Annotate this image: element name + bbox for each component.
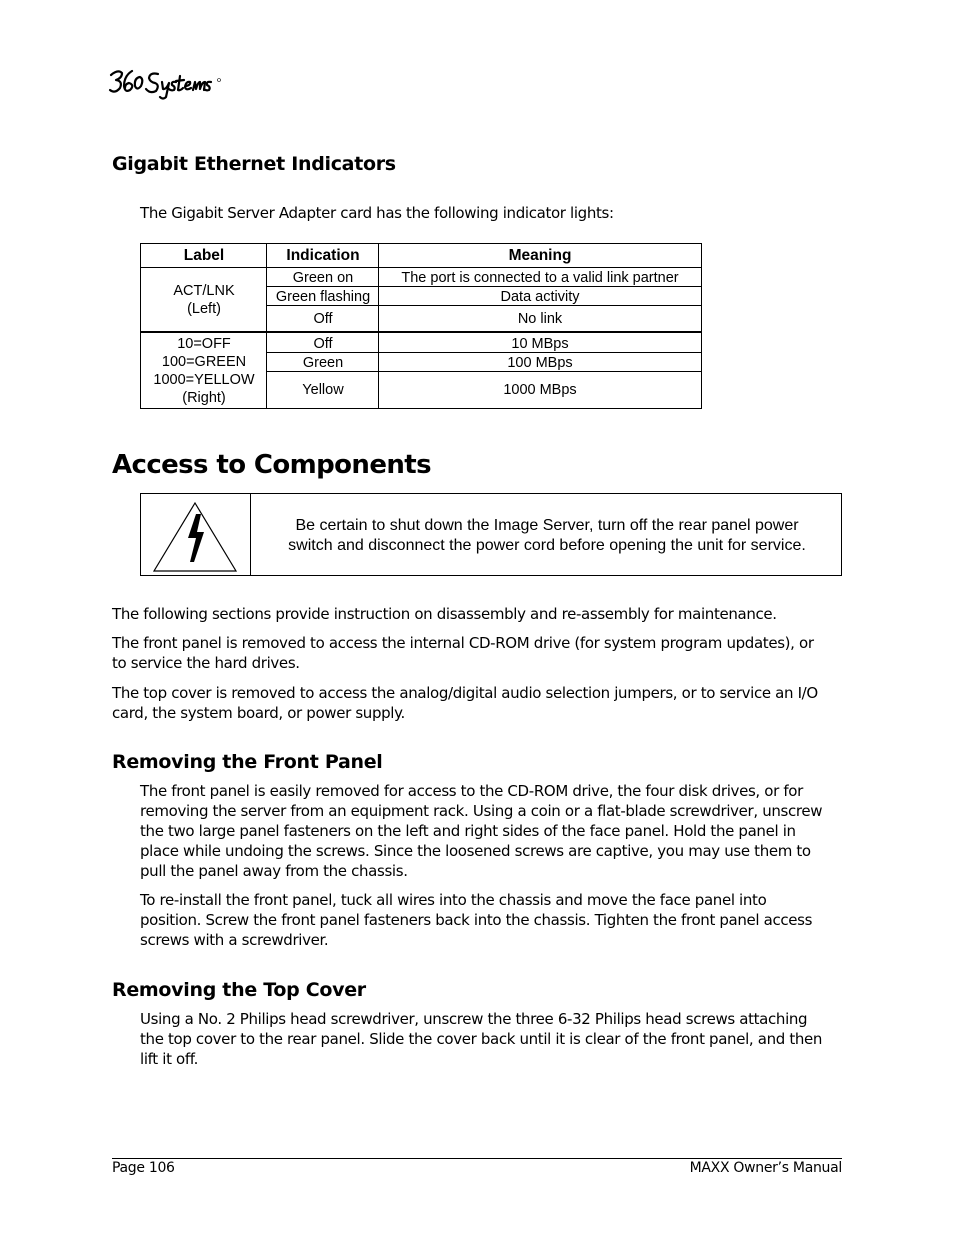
warning-line: switch and disconnect the power cord before opening the unit for service. xyxy=(288,536,806,554)
company-logo xyxy=(108,66,224,100)
access-paragraph-1: The following sections provide instruction on disassembly and re-assembly for maintenance. xyxy=(112,605,777,623)
paragraph-line: the two large panel fasteners on the left and right sides of the face panel. Hold the panel in xyxy=(140,822,796,840)
label-line: (Right) xyxy=(182,390,226,406)
table-divider xyxy=(266,371,701,372)
paragraph-line: To re-install the front panel, tuck all wires into the chassis and move the face panel into xyxy=(140,891,767,909)
table-cell-indication: Off xyxy=(313,335,333,352)
manual-title: MAXX Owner’s Manual xyxy=(689,1160,842,1176)
table-header-meaning: Meaning xyxy=(508,247,572,264)
footer-rule xyxy=(112,1158,842,1159)
table-divider xyxy=(266,352,701,353)
page-number: Page 106 xyxy=(112,1160,175,1176)
access-paragraph-3 xyxy=(112,683,818,723)
section-heading-indicators: Gigabit Ethernet Indicators xyxy=(112,153,396,175)
table-divider xyxy=(141,267,701,268)
table-group-label-left xyxy=(141,268,267,332)
paragraph-line: removing the server from an equipment rack. Using a coin or a flat-blade screwdriver, unscrew xyxy=(140,802,823,820)
front-panel-paragraph-2 xyxy=(140,890,812,950)
paragraph-line: The front panel is removed to access the internal CD-ROM drive (for system program updates), or xyxy=(112,634,814,652)
table-divider xyxy=(378,244,379,408)
indicator-table xyxy=(140,243,702,409)
table-cell-indication: Green xyxy=(302,354,344,371)
indicators-intro: The Gigabit Server Adapter card has the following indicator lights: xyxy=(140,204,614,222)
table-divider xyxy=(266,286,701,287)
section-heading-access: Access to Components xyxy=(112,450,431,480)
table-divider xyxy=(266,244,267,408)
table-divider xyxy=(266,305,701,306)
paragraph-line: to service the hard drives. xyxy=(112,654,300,672)
paragraph-line: place while undoing the screws. Since the loosened screws are captive, you may use them to xyxy=(140,842,811,860)
warning-text xyxy=(253,494,841,575)
paragraph-line: screws with a screwdriver. xyxy=(140,931,329,949)
paragraph-line: Using a No. 2 Philips head screwdriver, unscrew the three 6-32 Philips head screws attaching xyxy=(140,1010,808,1028)
table-cell-indication: Green on xyxy=(292,269,354,286)
label-line: 1000=YELLOW xyxy=(153,372,255,388)
label-line: ACT/LNK xyxy=(173,283,235,299)
paragraph-line: the top cover to the rear panel. Slide the cover back until it is clear of the front panel, and then xyxy=(140,1030,823,1048)
table-cell-meaning: 1000 MBps xyxy=(503,382,577,398)
section-heading-front-panel: Removing the Front Panel xyxy=(112,751,383,773)
table-cell-meaning: Data activity xyxy=(500,288,580,305)
table-header-indication: Indication xyxy=(286,247,360,264)
table-cell-meaning: The port is connected to a valid link partner xyxy=(401,269,679,286)
table-group-label-right xyxy=(141,334,267,408)
table-cell-indication: Off xyxy=(313,311,333,327)
warning-line: Be certain to shut down the Image Server, turn off the rear panel power xyxy=(295,516,799,534)
warning-box xyxy=(140,493,842,576)
label-line: 10=OFF xyxy=(177,336,231,352)
table-divider xyxy=(141,331,701,333)
top-cover-paragraph-1 xyxy=(140,1009,822,1069)
table-cell-indication: Green flashing xyxy=(275,288,371,305)
table-cell-indication: Yellow xyxy=(302,382,344,398)
access-paragraph-2 xyxy=(112,633,814,673)
paragraph-line: position. Screw the front panel fasteners back into the chassis. Tighten the front panel access xyxy=(140,911,813,929)
paragraph-line: card, the system board, or power supply. xyxy=(112,704,405,722)
paragraph-line: The top cover is removed to access the analog/digital audio selection jumpers, or to service an I/O xyxy=(112,684,818,702)
table-cell-meaning: No link xyxy=(517,311,563,327)
table-header-label: Label xyxy=(183,247,225,264)
section-heading-top-cover: Removing the Top Cover xyxy=(112,979,366,1001)
label-line: (Left) xyxy=(187,301,221,317)
label-line: 100=GREEN xyxy=(161,354,247,370)
paragraph-line: lift it off. xyxy=(140,1050,199,1068)
paragraph-line: pull the panel away from the chassis. xyxy=(140,862,408,880)
table-cell-meaning: 100 MBps xyxy=(507,354,573,371)
front-panel-paragraph-1 xyxy=(140,781,822,881)
paragraph-line: The front panel is easily removed for access to the CD-ROM drive, the four disk drives, or for xyxy=(140,782,803,800)
electrical-hazard-icon xyxy=(141,494,251,575)
table-cell-meaning: 10 MBps xyxy=(511,335,569,352)
